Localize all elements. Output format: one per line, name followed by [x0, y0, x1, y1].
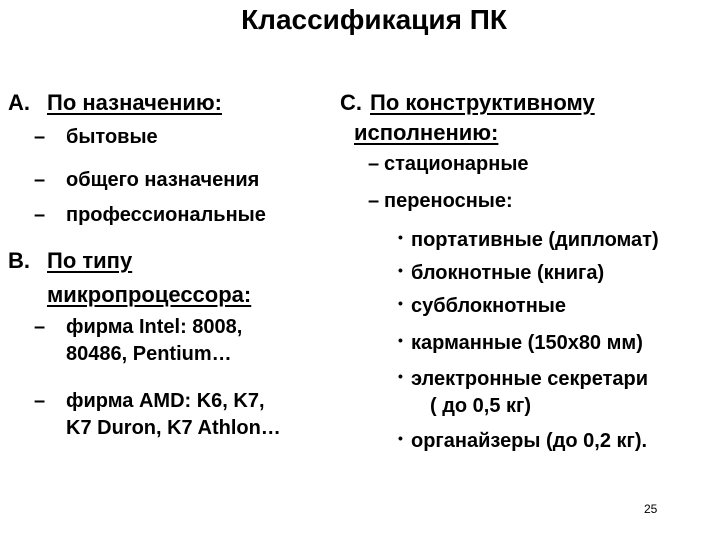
dash-marker: –	[34, 204, 46, 226]
bullet-marker: •	[398, 430, 403, 446]
section-b-marker: B.	[8, 248, 30, 273]
bullet-marker: •	[398, 262, 403, 278]
section-b-heading-line2: микропроцессора:	[47, 282, 252, 307]
bullet-marker: •	[398, 229, 403, 245]
sub-list-item: блокнотные (книга)	[411, 262, 605, 284]
dash-marker: –	[34, 316, 46, 338]
sub-list-item: субблокнотные	[411, 295, 566, 317]
bullet-marker: •	[398, 295, 403, 311]
bullet-marker: •	[398, 332, 403, 348]
bullet-marker: •	[398, 368, 403, 384]
list-item: общего назначения	[66, 169, 260, 191]
list-item: профессиональные	[66, 204, 266, 226]
sub-list-item: карманные (150х80 мм)	[411, 332, 643, 354]
list-item: стационарные	[384, 153, 529, 175]
section-a-heading: По назначению:	[47, 90, 223, 115]
section-c-marker: C.	[340, 90, 362, 115]
list-item: фирма AMD: K6, K7,	[66, 390, 265, 412]
list-item: бытовые	[66, 126, 158, 148]
slide-number: 25	[644, 502, 658, 516]
dash-marker: –	[368, 153, 380, 175]
dash-marker: –	[34, 169, 46, 191]
list-item-continuation: 80486, Pentium…	[66, 343, 232, 365]
slide-title: Классификация ПК	[241, 4, 507, 35]
section-c-heading-line2: исполнению:	[354, 120, 499, 145]
sub-list-item: портативные (дипломат)	[411, 229, 659, 251]
sub-list-item: электронные секретари	[411, 368, 649, 390]
section-c-heading-line1: По конструктивному	[370, 90, 595, 115]
list-item: переносные:	[384, 190, 513, 212]
list-item: фирма Intel: 8008,	[66, 316, 243, 338]
dash-marker: –	[34, 126, 46, 148]
section-a-marker: A.	[8, 90, 30, 115]
section-b-heading-line1: По типу	[47, 248, 133, 273]
dash-marker: –	[368, 190, 380, 212]
sub-list-item-continuation: ( до 0,5 кг)	[430, 395, 532, 417]
dash-marker: –	[34, 390, 46, 412]
sub-list-item: органайзеры (до 0,2 кг).	[411, 430, 648, 452]
list-item-continuation: K7 Duron, K7 Athlon…	[66, 417, 281, 439]
